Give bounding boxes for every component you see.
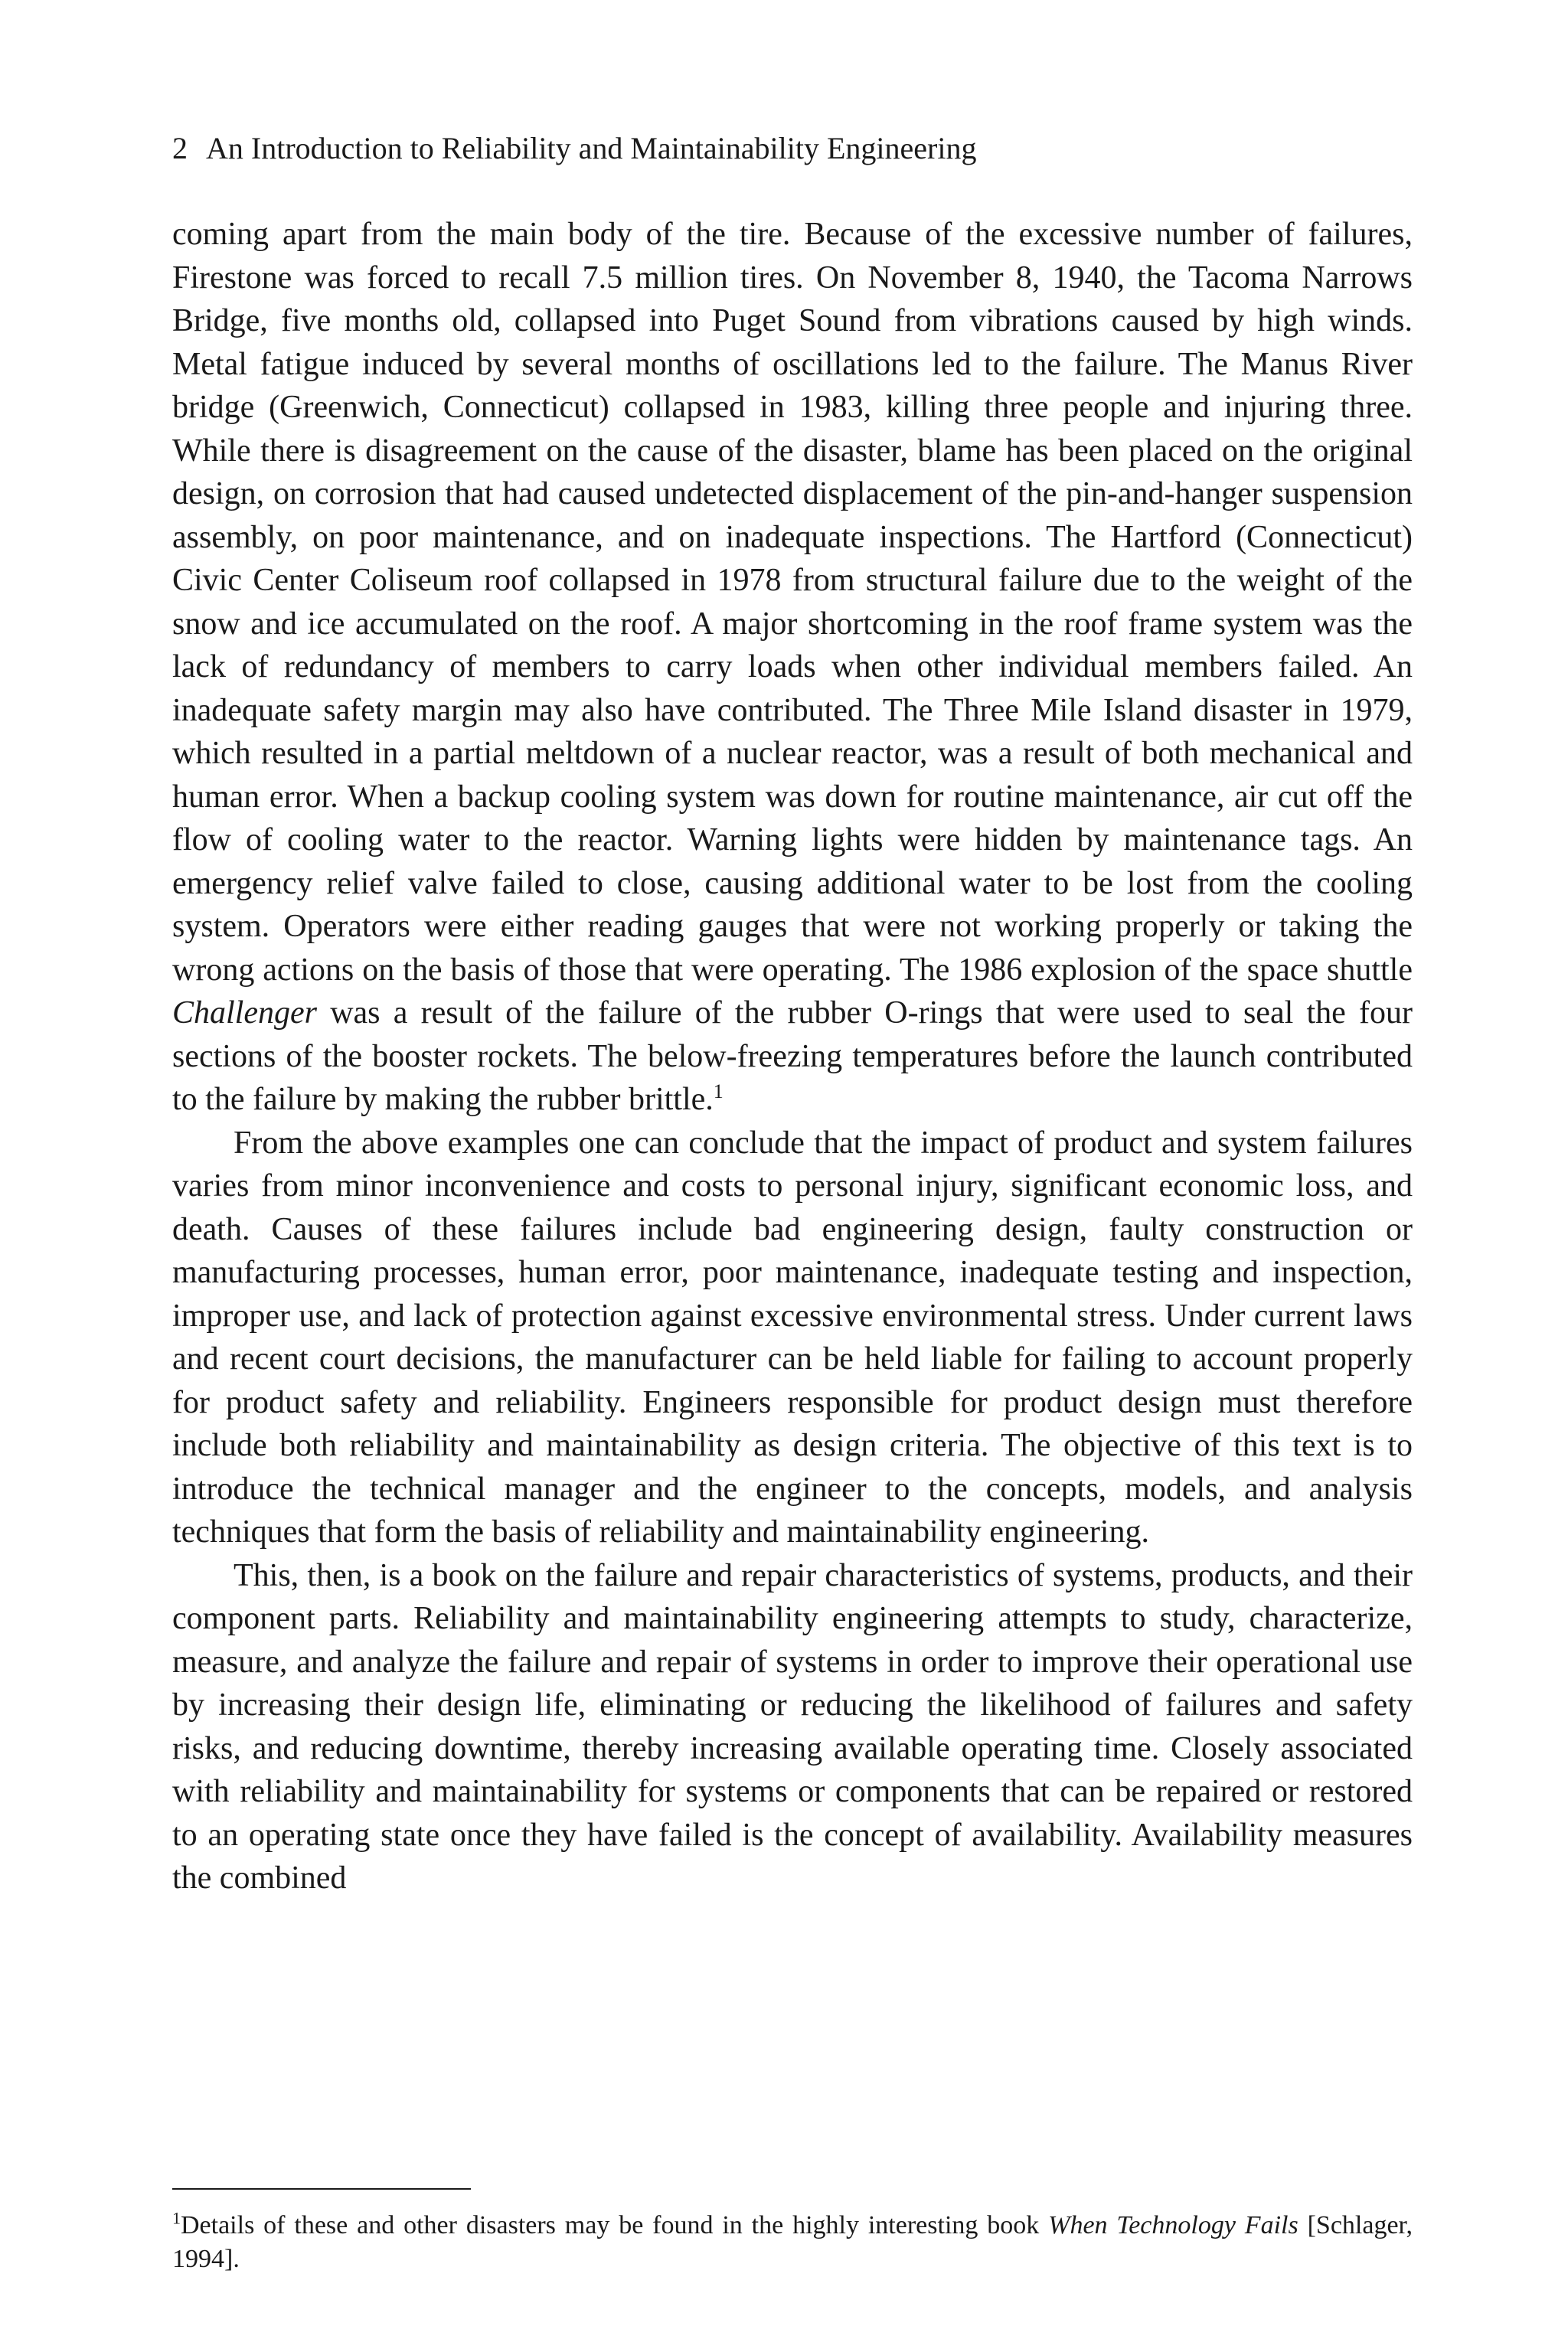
paragraph-1-part1: coming apart from the main body of the tire. Because of the excessive number of failures, Firestone was forced to recall 7.5 million tires. On November 8, 1940, the Tacoma Narrows Bridge, five months old, collapsed into Puget Sound from vibrations caused by high winds. Metal fatigue induced by several months of oscillations led to the failure. The Manus River bridge (Greenwich, Connecticut) collapsed in 1983, killing three people and injuring three. While there is disagreement on the cause of the disaster, blame has been placed on the original design, on corrosion that had caused undetected displacement of the pin-and-hanger suspension assembly, on poor maintenance, and on inadequate inspections. The Hartford (Connecticut) Civic Center Coliseum roof collapsed in 1978 from structural failure due to the weight of the snow and ice accumulated on the roof. A major shortcoming in the roof frame system was the lack of redundancy of members to carry loads when other individual members failed. An inadequate safety margin may also have contributed. The Three Mile Island disaster in 1979, which resulted in a partial meltdown of a nuclear reactor, was a result of both mechanical and human error. When a backup cooling system was down for routine maintenance, air cut off the flow of cooling water to the reactor. Warning lights were hidden by maintenance tags. An emergency relief valve failed to close, causing additional water to be lost from the cooling system. Operators were either reading gauges that were not working properly or taking the wrong actions on the basis of those that were operating. The 1986 explosion of the space shuttle xyxy=(172,217,1413,988)
footnote-reference[interactable]: 1 xyxy=(713,1080,724,1102)
paragraph-3: This, then, is a book on the failure and repair characteristics of systems, products, and their component parts. Reliability and maintainability engineering attempts to study, characterize, measure, and analyze the failure and repair of systems in order to improve their operational use by increasing their design life, eliminating or reducing the likelihood of failures and safety risks, and reducing downtime, thereby increasing available operating time. Closely associated with reliability and maintainability for systems or components that can be repaired or restored to an operating state once they have failed is the concept of availability. Availability measures the combined xyxy=(172,1557,1413,1896)
page-number: 2 xyxy=(172,131,188,165)
footnote xyxy=(172,2209,1413,2276)
footnote-book-title: When Technology Fails xyxy=(1048,2211,1298,2239)
footnote-divider xyxy=(172,2188,471,2190)
running-header xyxy=(172,130,1413,167)
footnote-text-before: Details of these and other disasters may be found in the highly interesting book xyxy=(181,2211,1049,2239)
paragraph-1 xyxy=(172,213,1413,1122)
paragraph-1-part2: was a result of the failure of the rubber O-rings that were used to seal the four sections of the booster rockets. The below-freezing temperatures before the launch contributed to the failure by making the rubber brittle. xyxy=(172,995,1413,1117)
running-title: An Introduction to Reliability and Maintainability Engineering xyxy=(206,131,977,165)
body-text xyxy=(172,213,1413,1900)
footnote-marker: 1 xyxy=(172,2208,181,2228)
paragraph-2: From the above examples one can conclude that the impact of product and system failures varies from minor inconvenience and costs to personal injury, significant economic loss, and death. Causes of these failures include bad engineering design, faulty construction or manufacturing processes, human error, poor maintenance, inadequate testing and inspection, improper use, and lack of protection against excessive environmental stress. Under current laws and recent court decisions, the manufacturer can be held liable for failing to account properly for product safety and reliability. Engineers responsible for product design must therefore include both reliability and maintainability as design criteria. The objective of this text is to introduce the technical manager and the engineer to the concepts, models, and analysis techniques that form the basis of reliability and maintainability engineering. xyxy=(172,1125,1413,1550)
footnote-text-after: [Schlager, 1994]. xyxy=(172,2211,1413,2273)
page-content xyxy=(172,130,1413,1900)
shuttle-name: Challenger xyxy=(172,995,317,1031)
